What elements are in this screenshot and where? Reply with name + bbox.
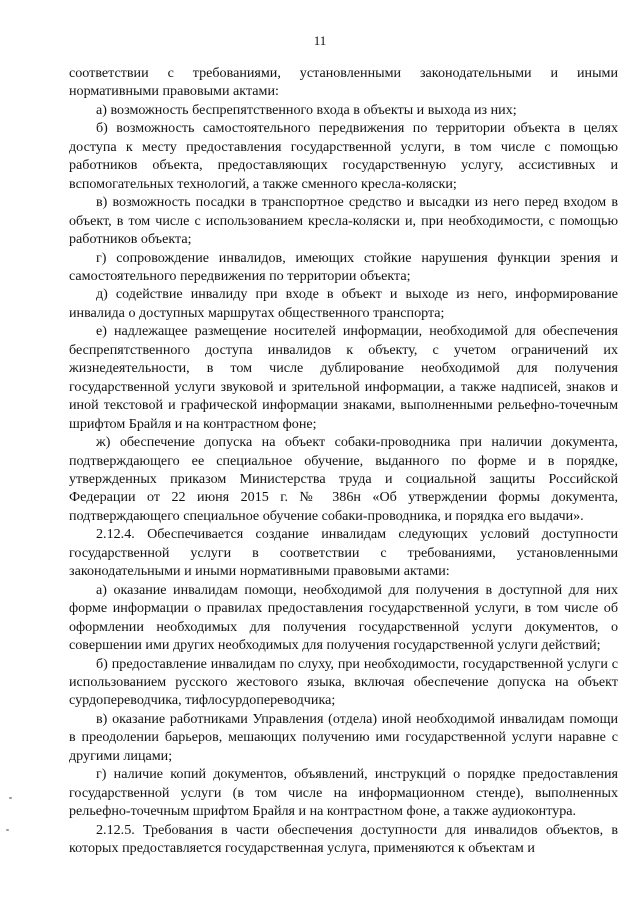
item-d-assistance: д) содействие инвалиду при входе в объект и выходе из него, информирование инвалида о доступных маршрутах общественного транспорта; bbox=[69, 286, 618, 321]
scan-speck bbox=[6, 829, 9, 831]
item-g-escort: г) сопровождение инвалидов, имеющих стойкие нарушения функции зрения и самостоятельного передвижения по территории объекта; bbox=[69, 249, 618, 284]
item-b-sign-language: б) предоставление инвалидам по слуху, при необходимости, государственной услуги с использованием русского жестового языка, включая обеспечение допуска на объект сурдопереводчика, тифлосурдопереводчика; bbox=[69, 655, 618, 709]
paragraph-continuation: соответствии с требованиями, установленными законодательными и иными нормативными правовыми актами: bbox=[69, 65, 618, 100]
item-zh-guide-dog: ж) обеспечение допуска на объект собаки-проводника при наличии документа, подтверждающего ее специальное обучение, выданного по форме и в порядке, утвержденных приказом Министерства труда и социальной защиты Российской Федерации от 22 июня 2015 г. № 386н «Об утверждении формы документа, подтверждающего специальное обучение собаки-проводника, и порядка его выдачи». bbox=[69, 434, 618, 524]
section-2-12-4: 2.12.4. Обеспечивается создание инвалидам следующих условий доступности государственной услуги в соответствии с требованиями, установленными законодательными и иными нормативными правовыми актами: bbox=[69, 526, 618, 580]
item-g-braille-copies: г) наличие копий документов, объявлений, инструкций о порядке предоставления государственной услуги (в том числе на информационном стенде), выполненных рельефно-точечным шрифтом Брайля и на контрастном фоне, а также аудиоконтура. bbox=[69, 766, 618, 820]
page-number: 11 bbox=[313, 33, 327, 48]
document-body bbox=[69, 64, 618, 857]
item-v-vehicle-boarding: в) возможность посадки в транспортное средство и высадки из него перед входом в объект, в том числе с использованием кресла-коляски и, при необходимости, с помощью работников объекта; bbox=[69, 194, 618, 248]
item-a-entrance-exit: а) возможность беспрепятственного входа в объекты и выхода из них; bbox=[96, 101, 517, 118]
item-v-barrier-help: в) оказание работниками Управления (отдела) иной необходимой инвалидам помощи в преодолении барьеров, мешающих получению ими государственной услуги наравне с другими лицами; bbox=[69, 710, 618, 764]
item-a-help: а) оказание инвалидам помощи, необходимой для получения в доступной для них форме информации о правилах предоставления государственной услуги, в том числе об оформлении необходимых для получения государственной услуги документов, о совершении ими других необходимых для получения государственной услуги действий; bbox=[69, 581, 618, 654]
scan-speck bbox=[9, 797, 12, 799]
item-e-information-carriers: е) надлежащее размещение носителей информации, необходимой для обеспечения беспрепятственного доступа инвалидов к объекту, с учетом ограничений их жизнедеятельности, в том числе дублирование необходимой для получения государственной услуги звуковой и зрительной информации, а также надписей, знаков и иной текстовой и графической информации знаками, выполненными рельефно-точечным шрифтом Брайля и на контрастном фоне; bbox=[69, 323, 618, 432]
section-2-12-5: 2.12.5. Требования в части обеспечения доступности для инвалидов объектов, в которых предоставляется государственная услуга, применяются к объектам и bbox=[69, 821, 618, 857]
item-b-movement-on-territory: б) возможность самостоятельного передвижения по территории объекта в целях доступа к месту предоставления государственной услуги, в том числе с помощью работников объекта, предоставляющих государственную услугу, ассистивных и вспомогательных технологий, а также сменного кресла-коляски; bbox=[69, 120, 618, 192]
